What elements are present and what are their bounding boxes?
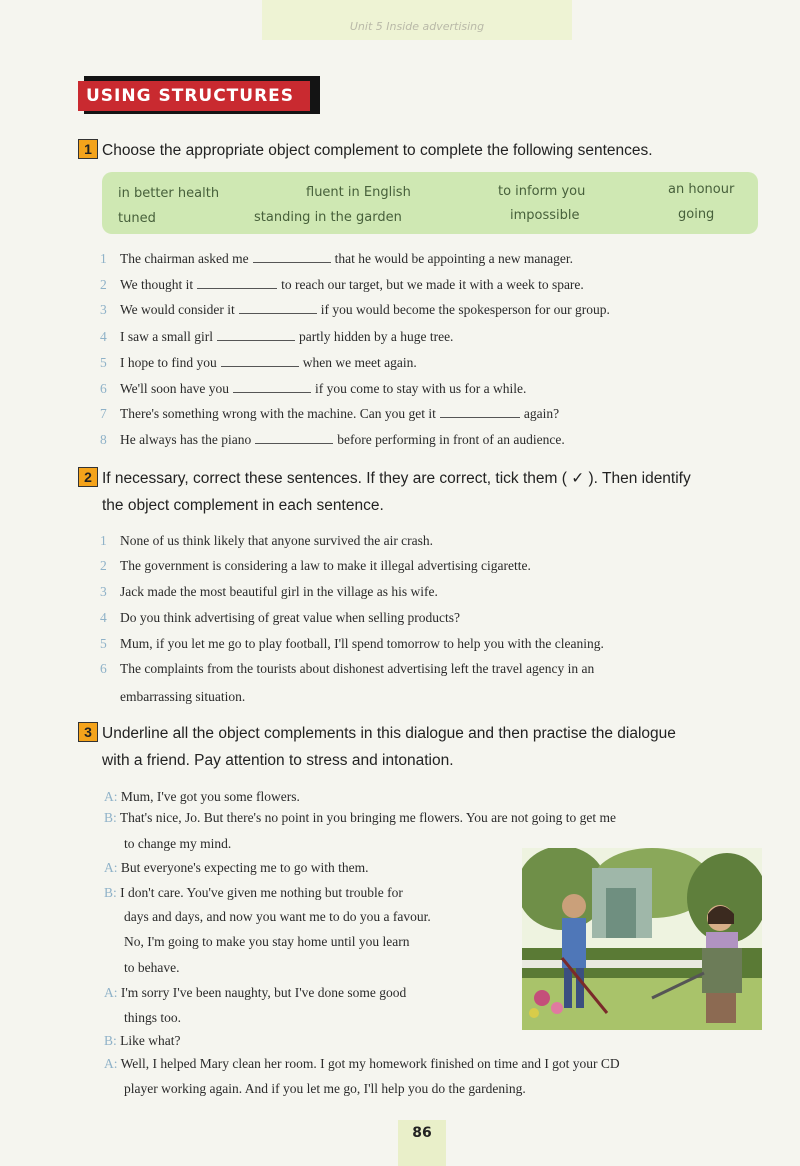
answer-blank[interactable] xyxy=(221,356,299,367)
ex2-item: 4 Do you think advertising of great value when selling products? xyxy=(100,610,461,625)
dialogue-line: player working again. And if you let me go, I'll help you do the gardening. xyxy=(124,1081,526,1096)
word-option: fluent in English xyxy=(306,185,411,200)
dialogue-line: B: I don't care. You've given me nothing but trouble for xyxy=(104,885,403,900)
dialogue-line: No, I'm going to make you stay home until you learn xyxy=(124,934,410,949)
word-box xyxy=(102,172,758,234)
ex1-item: 5 I hope to find you when we meet again. xyxy=(100,355,417,370)
speaker-label: A: xyxy=(104,789,118,804)
section-banner xyxy=(78,76,320,114)
exercise-3-number: 3 xyxy=(78,722,98,742)
dialogue-line: to change my mind. xyxy=(124,836,232,851)
running-head: Unit 5 Inside advertising xyxy=(349,20,485,33)
ex2-item: 5 Mum, if you let me go to play football, I'll spend tomorrow to help you with the cleaning. xyxy=(100,636,604,651)
dialogue-line: to behave. xyxy=(124,960,180,975)
exercise-1-instruction: Choose the appropriate object complement to complete the following sentences. xyxy=(102,142,653,159)
ex1-item: 1 The chairman asked me that he would be appointing a new manager. xyxy=(100,251,574,266)
speaker-label: B: xyxy=(104,1033,117,1048)
word-option: tuned xyxy=(118,211,156,226)
word-option: in better health xyxy=(118,186,220,201)
gardening-illustration xyxy=(522,848,762,1030)
dialogue-line: B: Like what? xyxy=(104,1033,181,1048)
exercise-3-instruction-line2: with a friend. Pay attention to stress and intonation. xyxy=(102,752,454,769)
word-option: impossible xyxy=(510,208,580,223)
ex1-item: 7 There's something wrong with the machine. Can you get it again? xyxy=(100,406,560,421)
ex2-item: 2 The government is considering a law to make it illegal advertising cigarette. xyxy=(100,558,531,573)
dialogue-line: A: I'm sorry I've been naughty, but I've done some good xyxy=(104,985,407,1000)
exercise-2-number: 2 xyxy=(78,467,98,487)
word-option: going xyxy=(678,207,715,222)
answer-blank[interactable] xyxy=(440,407,520,418)
ex2-item: 1 None of us think likely that anyone survived the air crash. xyxy=(100,533,434,548)
answer-blank[interactable] xyxy=(239,303,317,314)
ex1-item: 3 We would consider it if you would become the spokesperson for our group. xyxy=(100,302,610,317)
exercise-2-instruction-line2: the object complement in each sentence. xyxy=(102,497,384,514)
answer-blank[interactable] xyxy=(253,252,331,263)
speaker-label: A: xyxy=(104,860,118,875)
answer-blank[interactable] xyxy=(233,382,311,393)
answer-blank[interactable] xyxy=(217,330,295,341)
word-option: an honour xyxy=(668,182,735,197)
speaker-label: B: xyxy=(104,885,117,900)
exercise-3-heading xyxy=(78,720,676,774)
word-option: to inform you xyxy=(498,184,586,199)
ex1-item: 8 He always has the piano before performing in front of an audience. xyxy=(100,432,565,447)
exercise-1-heading xyxy=(78,137,653,164)
speaker-label: A: xyxy=(104,985,118,1000)
exercise-2-instruction-line1: If necessary, correct these sentences. If they are correct, tick them ( ✓ ). Then identify xyxy=(102,470,691,487)
dialogue-line: things too. xyxy=(124,1010,182,1025)
ex1-item: 2 We thought it to reach our target, but we made it with a week to spare. xyxy=(100,277,584,292)
exercise-2-heading xyxy=(78,465,691,519)
exercise-1-number: 1 xyxy=(78,139,98,159)
dialogue-line: B: That's nice, Jo. But there's no point in you bringing me flowers. You are not going to get me xyxy=(104,810,616,825)
dialogue-line: A: Well, I helped Mary clean her room. I got my homework finished on time and I got your CD xyxy=(104,1056,620,1071)
speaker-label: A: xyxy=(104,1056,118,1071)
exercise-3-instruction-line1: Underline all the object complements in this dialogue and then practise the dialogue xyxy=(102,725,676,742)
answer-blank[interactable] xyxy=(197,278,277,289)
dialogue-line: days and days, and now you want me to do you a favour. xyxy=(124,909,431,924)
page-number: 86 xyxy=(398,1120,446,1166)
answer-blank[interactable] xyxy=(255,433,333,444)
ex1-item: 6 We'll soon have you if you come to stay with us for a while. xyxy=(100,381,527,396)
dialogue-line: A: But everyone's expecting me to go with them. xyxy=(104,860,369,875)
section-title: USING STRUCTURES xyxy=(78,81,310,111)
ex2-item-continuation: embarrassing situation. xyxy=(120,689,246,704)
word-option: standing in the garden xyxy=(254,210,402,225)
ex1-item: 4 I saw a small girl partly hidden by a huge tree. xyxy=(100,329,454,344)
ex2-item: 6 The complaints from the tourists about dishonest advertising left the travel agency in an xyxy=(100,661,595,676)
dialogue-line: A: Mum, I've got you some flowers. xyxy=(104,789,300,804)
speaker-label: B: xyxy=(104,810,117,825)
ex2-item: 3 Jack made the most beautiful girl in the village as his wife. xyxy=(100,584,438,599)
